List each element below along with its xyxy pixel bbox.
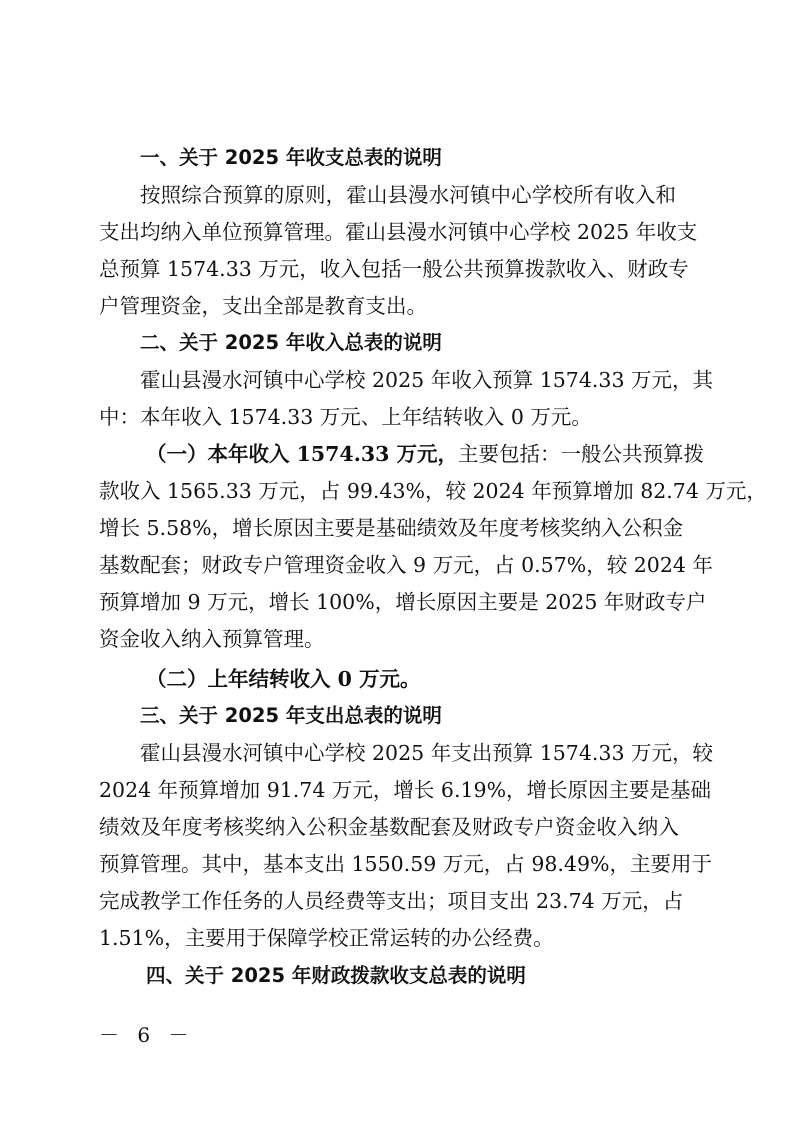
paragraph-line: 预算管理。其中，基本支出 1550.59 万元，占 98.49%，主要用于 bbox=[99, 852, 712, 876]
paragraph-line: 总预算 1574.33 万元，收入包括一般公共预算拨款收入、财政专 bbox=[99, 257, 689, 281]
paragraph-line: 支出均纳入单位预算管理。霍山县漫水河镇中心学校 2025 年收支 bbox=[99, 220, 698, 244]
paragraph-line: 霍山县漫水河镇中心学校 2025 年收入预算 1574.33 万元，其 bbox=[140, 368, 714, 392]
section-4-heading: 四、关于 2025 年财政拨款收支总表的说明 bbox=[146, 964, 526, 987]
subsection-1-line bbox=[0, 439, 793, 469]
section-2-heading: 二、关于 2025 年收入总表的说明 bbox=[140, 331, 442, 354]
paragraph-line: 完成教学工作任务的人员经费等支出；项目支出 23.74 万元，占 bbox=[99, 889, 684, 913]
paragraph-line: 1.51%，主要用于保障学校正常运转的办公经费。 bbox=[99, 926, 554, 950]
subsection-1-text: 主要包括：一般公共预算拨 bbox=[458, 442, 704, 466]
paragraph-line: 2024 年预算增加 91.74 万元，增长 6.19%，增长原因主要是基础 bbox=[99, 778, 712, 802]
paragraph-line: 预算增加 9 万元，增长 100%，增长原因主要是 2025 年财政专户 bbox=[99, 590, 707, 614]
paragraph-line: 户管理资金，支出全部是教育支出。 bbox=[99, 294, 427, 318]
paragraph-line: 按照综合预算的原则，霍山县漫水河镇中心学校所有收入和 bbox=[140, 183, 676, 207]
paragraph-line: 款收入 1565.33 万元，占 99.43%，较 2024 年预算增加 82.74 万元， bbox=[99, 479, 767, 503]
paragraph-line: 霍山县漫水河镇中心学校 2025 年支出预算 1574.33 万元，较 bbox=[140, 741, 714, 765]
paragraph-line: 资金收入纳入预算管理。 bbox=[99, 627, 325, 651]
paragraph-line: 基数配套；财政专户管理资金收入 9 万元，占 0.57%，较 2024 年 bbox=[99, 553, 713, 577]
page-number: － 6 － bbox=[99, 1023, 195, 1047]
subsection-1-title: （一）本年收入 1574.33 万元， bbox=[146, 442, 458, 466]
paragraph-line: 中：本年收入 1574.33 万元、上年结转收入 0 万元。 bbox=[99, 405, 592, 429]
section-3-heading: 三、关于 2025 年支出总表的说明 bbox=[140, 704, 442, 727]
paragraph-line: 增长 5.58%，增长原因主要是基础绩效及年度考核奖纳入公积金 bbox=[99, 516, 684, 540]
section-1-heading: 一、关于 2025 年收支总表的说明 bbox=[140, 146, 442, 169]
subsection-2-title: （二）上年结转收入 0 万元。 bbox=[146, 667, 421, 691]
paragraph-line: 绩效及年度考核奖纳入公积金基数配套及财政专户资金收入纳入 bbox=[99, 815, 679, 839]
